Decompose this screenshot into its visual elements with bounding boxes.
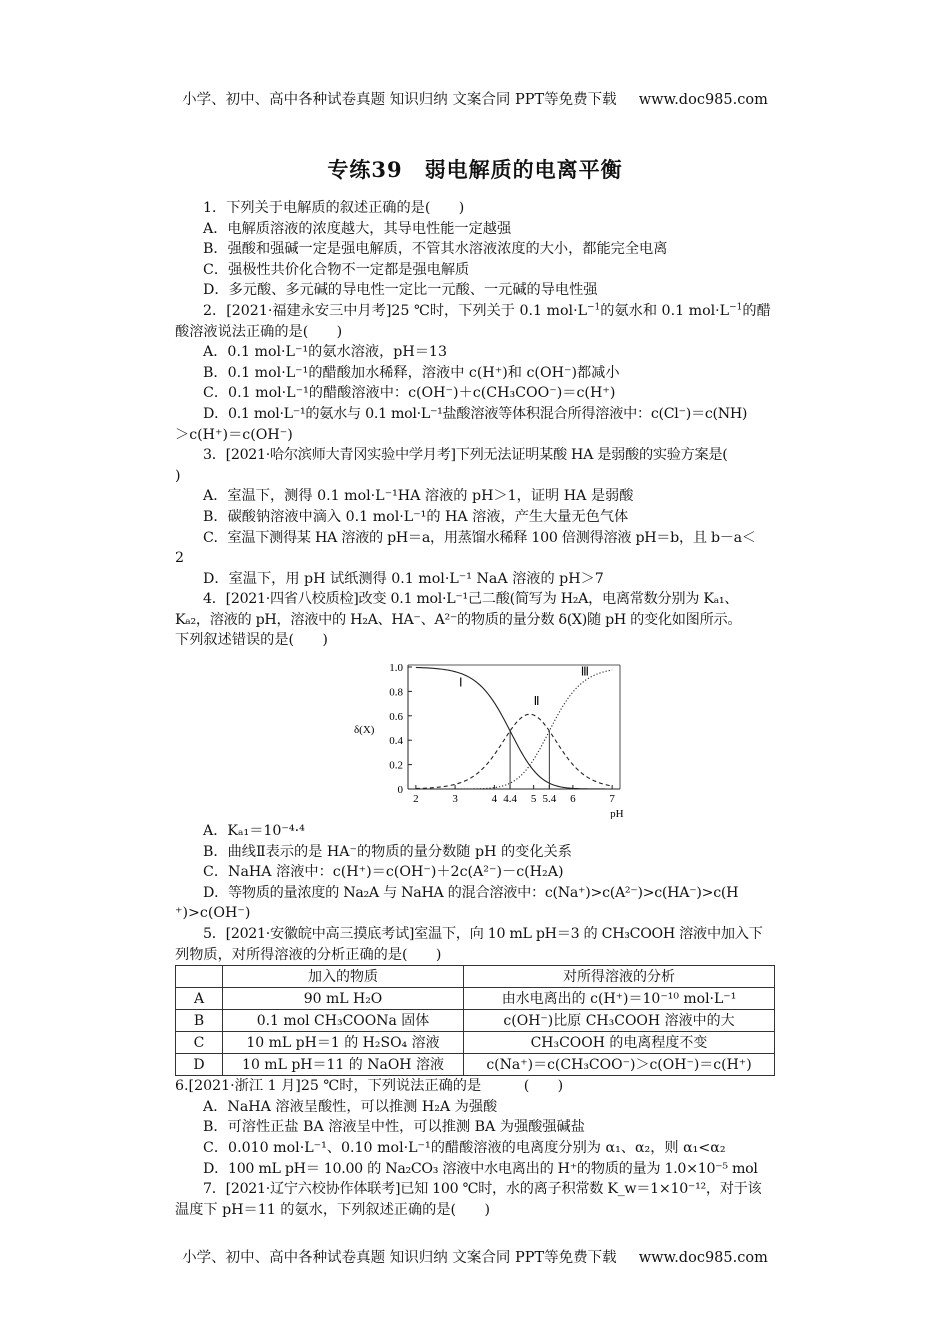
table-cell-substance: 0.1 mol CH₃COONa 固体 bbox=[223, 1010, 464, 1032]
table-cell-label: C bbox=[176, 1032, 223, 1054]
q5-stem: 5．[2021·安徽皖中高三摸底考试]室温下，向 10 mL pH＝3 的 CH₃COOH 溶液中加入下 bbox=[203, 926, 763, 943]
answer-table-body bbox=[176, 966, 775, 1076]
table-cell-analysis: CH₃COOH 的电离程度不变 bbox=[464, 1032, 775, 1054]
footer-url: www.doc985.com bbox=[638, 1250, 768, 1266]
q1-option-c: C．强极性共价化合物不一定都是强电解质 bbox=[203, 261, 470, 278]
table-row bbox=[176, 988, 775, 1010]
chart-svg bbox=[350, 655, 640, 819]
q2-option-d: D．0.1 mol·L⁻¹的氨水与 0.1 mol·L⁻¹盐酸溶液等体积混合所得溶液中：c(Cl⁻)＝c(NH) bbox=[203, 405, 748, 422]
q4-option-b: B．曲线Ⅱ表示的是 HA⁻的物质的量分数随 pH 的变化关系 bbox=[203, 843, 572, 860]
table-cell-label: D bbox=[176, 1054, 223, 1076]
q7-stem: 7．[2021·辽宁六校协作体联考]已知 100 ℃时，水的离子积常数 K_w＝1×10⁻¹²，对于该 bbox=[203, 1181, 762, 1198]
q4-stem: 4．[2021·四省八校质检]改变 0.1 mol·L⁻¹己二酸(简写为 H₂A，电离常数分别为 Kₐ₁、 bbox=[203, 591, 739, 608]
table-cell-analysis: c(OH⁻)比原 CH₃COOH 溶液中的大 bbox=[464, 1010, 775, 1032]
header-url: www.doc985.com bbox=[638, 92, 768, 108]
q2-option-b: B．0.1 mol·L⁻¹的醋酸加水稀释，溶液中 c(H⁺)和 c(OH⁻)都减小 bbox=[203, 364, 620, 381]
y-tick-label: 0 bbox=[397, 784, 403, 797]
y-tick-label: 1.0 bbox=[389, 662, 403, 675]
x-tick-label: 4.4 bbox=[503, 793, 517, 806]
y-tick-label: 0.4 bbox=[389, 735, 403, 748]
q4-option-d-cont: ⁺)>c(OH⁻) bbox=[175, 905, 251, 922]
x-tick-label: 5.4 bbox=[542, 793, 557, 806]
q2-stem-sup1: −1 bbox=[587, 302, 601, 313]
page-title: 专练39 弱电解质的电离平衡 bbox=[327, 157, 623, 182]
table-cell-label: B bbox=[176, 1010, 223, 1032]
q3-option-c: C．室温下测得某 HA 溶液的 pH＝a，用蒸馏水稀释 100 倍测得溶液 pH＝b，且 b－a＜ bbox=[203, 529, 756, 546]
q6-stem: 6.[2021·浙江 1 月]25 ℃时，下列说法正确的是 ( ) bbox=[175, 1078, 564, 1095]
answer-table bbox=[175, 965, 775, 1076]
q3-option-d: D．室温下，用 pH 试纸测得 0.1 mol·L⁻¹ NaA 溶液的 pH＞7 bbox=[203, 570, 604, 587]
series-label: Ⅱ bbox=[533, 693, 540, 708]
y-tick-label: 0.6 bbox=[389, 710, 403, 723]
y-tick-label: 0.8 bbox=[389, 686, 403, 699]
question-content bbox=[175, 198, 807, 1220]
q2-option-d-cont: ＞c(H⁺)＝c(OH⁻) bbox=[175, 426, 293, 443]
q2-stem-part1: 2．[2021·福建永安三中月考]25 ℃时，下列关于 0.1 mol·L bbox=[203, 302, 588, 319]
q3-stem-cont: ) bbox=[175, 467, 181, 484]
series-curve-1 bbox=[416, 668, 612, 790]
q6-option-b: B．可溶性正盐 BA 溶液呈中性，可以推测 BA 为强酸强碱盐 bbox=[203, 1119, 585, 1136]
q2-stem bbox=[175, 301, 807, 322]
q3-option-c-cont: 2 bbox=[175, 550, 185, 567]
table-cell-analysis: 由水电离出的 c(H⁺)＝10⁻¹⁰ mol·L⁻¹ bbox=[464, 988, 775, 1010]
q3-option-b: B．碳酸钠溶液中滴入 0.1 mol·L⁻¹的 HA 溶液，产生大量无色气体 bbox=[203, 508, 629, 525]
q2-option-a: A．0.1 mol·L⁻¹的氨水溶液，pH＝13 bbox=[203, 344, 447, 361]
page-footer bbox=[0, 1246, 950, 1267]
table-header-cell: 对所得溶液的分析 bbox=[464, 966, 775, 988]
series-label: Ⅲ bbox=[580, 664, 590, 679]
q7-stem-cont: 温度下 pH＝11 的氨水，下列叙述正确的是( ) bbox=[175, 1201, 490, 1218]
table-row bbox=[176, 1032, 775, 1054]
x-tick-label: 4 bbox=[491, 793, 498, 806]
q2-stem-part3: 的醋 bbox=[742, 302, 771, 319]
q2-option-c: C．0.1 mol·L⁻¹的醋酸溶液中：c(OH⁻)＋c(CH₃COO⁻)＝c(H⁺) bbox=[203, 385, 616, 402]
y-tick-label: 0.2 bbox=[389, 759, 403, 772]
table-cell-substance: 10 mL pH＝11 的 NaOH 溶液 bbox=[223, 1054, 464, 1076]
x-tick-label: 7 bbox=[609, 793, 615, 806]
q4-stem-cont: Kₐ₂，溶液的 pH，溶液中的 H₂A、HA⁻、A²⁻的物质的量分数 δ(X)随 pH 的变化如图所示。 bbox=[175, 611, 742, 628]
q1-stem: 1．下列关于电解质的叙述正确的是( ) bbox=[203, 200, 465, 216]
x-tick-label: 2 bbox=[413, 793, 419, 806]
q4-stem-cont2: 下列叙述错误的是( ) bbox=[175, 632, 328, 649]
table-row bbox=[176, 1054, 775, 1076]
q5-stem-cont: 列物质，对所得溶液的分析正确的是( ) bbox=[175, 946, 442, 963]
table-cell-substance: 90 mL H₂O bbox=[223, 988, 464, 1010]
footer-text: 小学、初中、高中各种试卷真题 知识归纳 文案合同 PPT等免费下载 bbox=[182, 1250, 617, 1266]
header-text: 小学、初中、高中各种试卷真题 知识归纳 文案合同 PPT等免费下载 bbox=[182, 92, 617, 108]
q2-stem-cont: 酸溶液说法正确的是( ) bbox=[175, 323, 343, 340]
q6-option-c: C．0.010 mol·L⁻¹、0.10 mol·L⁻¹的醋酸溶液的电离度分别为 α₁、α₂，则 α₁<α₂ bbox=[203, 1140, 726, 1156]
table-header-row bbox=[176, 966, 775, 988]
fraction-chart bbox=[175, 655, 807, 819]
x-axis-label: pH bbox=[610, 808, 624, 820]
q2-stem-part2: 的氨水和 0.1 mol·L bbox=[600, 302, 730, 319]
table-cell-label: A bbox=[176, 988, 223, 1010]
series-label: Ⅰ bbox=[459, 675, 463, 690]
table-header-cell: 加入的物质 bbox=[223, 966, 464, 988]
q4-option-c: C．NaHA 溶液中：c(H⁺)＝c(OH⁻)＋2c(A²⁻)－c(H₂A) bbox=[203, 864, 564, 881]
q3-stem: 3．[2021·哈尔滨师大青冈实验中学月考]下列无法证明某酸 HA 是弱酸的实验方案是( bbox=[203, 447, 728, 464]
q3-option-a: A．室温下，测得 0.1 mol·L⁻¹HA 溶液的 pH＞1，证明 HA 是弱酸 bbox=[203, 488, 634, 505]
y-axis-label: δ(X) bbox=[354, 723, 375, 736]
q6-option-d: D．100 mL pH＝ 10.00 的 Na₂CO₃ 溶液中水电离出的 H⁺的物质的量为 1.0×10⁻⁵ mol bbox=[203, 1160, 758, 1177]
q1-option-b: B．强酸和强碱一定是强电解质，不管其水溶液浓度的大小，都能完全电离 bbox=[203, 241, 668, 258]
table-header-cell bbox=[176, 966, 223, 988]
q4-option-d: D．等物质的量浓度的 Na₂A 与 NaHA 的混合溶液中：c(Na⁺)>c(A²⁻)>c(HA⁻)>c(H bbox=[203, 884, 739, 901]
x-tick-label: 5 bbox=[530, 793, 537, 806]
q1-option-a: A．电解质溶液的浓度越大，其导电性能一定越强 bbox=[203, 220, 512, 237]
series-curve-2 bbox=[416, 714, 612, 788]
q2-stem-sup2: −1 bbox=[729, 302, 743, 313]
table-cell-analysis: c(Na⁺)＝c(CH₃COO⁻)＞c(OH⁻)＝c(H⁺) bbox=[464, 1054, 775, 1076]
q1-option-d: D．多元酸、多元碱的导电性一定比一元酸、一元碱的导电性强 bbox=[203, 282, 598, 299]
x-tick-label: 3 bbox=[452, 793, 458, 806]
q6-option-a: A．NaHA 溶液呈酸性，可以推测 H₂A 为强酸 bbox=[203, 1098, 498, 1115]
series-curve-3 bbox=[416, 670, 612, 789]
x-tick-label: 6 bbox=[570, 793, 576, 806]
table-row bbox=[176, 1010, 775, 1032]
q4-option-a: A．Kₐ₁＝10⁻⁴·⁴ bbox=[203, 823, 305, 840]
table-cell-substance: 10 mL pH＝1 的 H₂SO₄ 溶液 bbox=[223, 1032, 464, 1054]
page-header bbox=[0, 88, 950, 109]
